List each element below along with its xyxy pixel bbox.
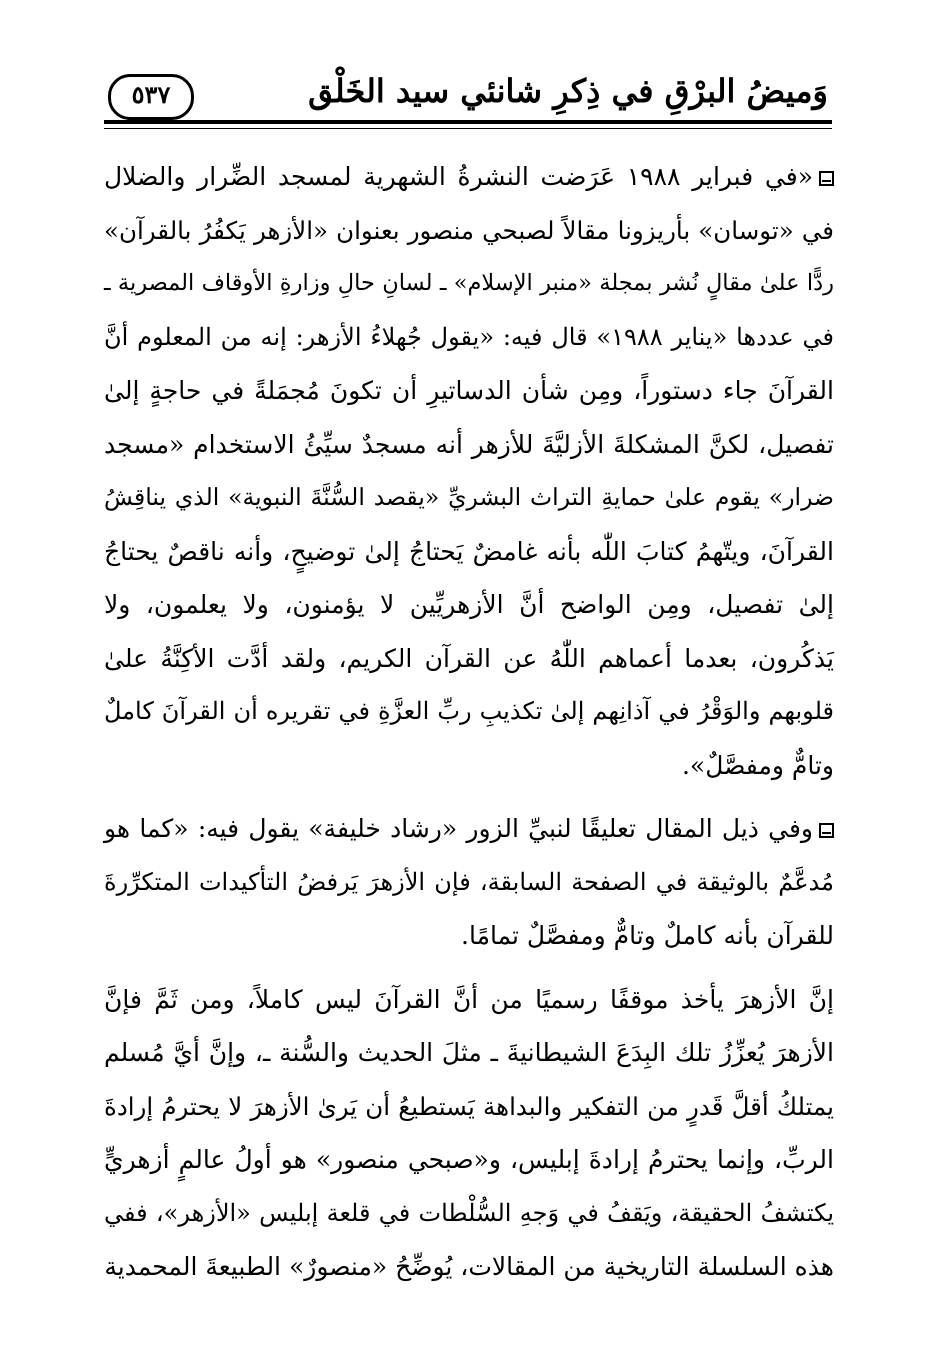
text-line	[104, 204, 834, 258]
text-line	[104, 525, 834, 579]
running-title: وَميضُ البرْقِ في ذِكرِ شانئي سيد الخَلْق	[308, 72, 828, 110]
line-text: قلوبهم والوَقْرُ في آذانِهم إلىٰ تكذيبِ ربِّ العزَّةِ في تقريره أن القرآنَ كاملٌ	[104, 697, 834, 725]
text-line	[104, 418, 834, 472]
line-text: وفي ذيل المقال تعليقًا لنبيِّ الزور «رشاد خليفة» يقول فيه: «كما هو	[104, 814, 813, 843]
line-text: ضرار» يقوم علىٰ حمايةِ التراث البشريِّ «يقصد السُّنَّةَ النبوية» الذي يناقِشُ	[104, 483, 834, 511]
line-text: مُدعَّمٌ بالوثيقة في الصفحة السابقة، فإن الأزهرَ يَرفضُ التأكيدات المتكرِّرةَ	[104, 867, 834, 896]
paragraph	[104, 802, 834, 963]
text-line	[104, 973, 834, 1027]
header-rule-thin	[104, 128, 832, 129]
line-text: «في فبراير ١٩٨٨ عَرَضت النشرةُ الشهرية لمسجد الضِّرار والضلال	[104, 162, 813, 191]
line-text: القرآنَ جاء دستوراً، ومِن شأن الدساتيرِ أن تكونَ مُجمَلةً في حاجةٍ إلىٰ	[104, 376, 834, 405]
page-number-badge	[108, 74, 194, 120]
text-line	[104, 632, 834, 686]
line-text: يكتشفُ الحقيقة، ويَقفُ في وَجهِ السُّلْطات في قلعة إبليس «الأزهر»، ففي	[104, 1198, 834, 1227]
line-text: إنَّ الأزهرَ يأخذ موقفًا رسميًا من أنَّ القرآنَ ليس كاملاً، ومن ثَمَّ فإنَّ	[104, 984, 834, 1014]
line-text: هذه السلسلة التاريخية من المقالات، يُوضِّحُ «منصورٌ» الطبيعةَ المحمدية	[104, 1252, 834, 1281]
line-text: في «توسان» بأريزونا مقالاً لصبحي منصور بعنوان «الأزهر يَكفُرُ بالقرآن»	[104, 215, 834, 245]
body-text	[104, 150, 834, 1294]
text-line	[104, 150, 834, 204]
line-text: إلىٰ تفصيل، ومِن الواضح أنَّ الأزهريِّين لا يؤمنون، ولا يعلمون، ولا	[104, 590, 834, 619]
text-line	[104, 364, 834, 418]
paragraph	[104, 150, 834, 792]
line-text: تفصيل، لكنَّ المشكلةَ الأزليَّةَ للأزهر أنه مسجدٌ سيِّئُ الاستخدام «مسجد	[104, 429, 834, 459]
text-line	[104, 856, 834, 910]
text-line	[104, 739, 834, 793]
text-line	[104, 471, 834, 525]
text-line	[104, 1133, 834, 1187]
text-line	[104, 1187, 834, 1241]
text-line	[104, 578, 834, 632]
page-number: ٥٣٧	[131, 80, 171, 109]
line-text: يمتلكُ أقلَّ قَدرٍ من التفكير والبداهة يَستطيعُ أن يَرىٰ الأزهرَ لا يحترمُ إرادةَ	[104, 1091, 834, 1121]
text-line	[104, 909, 834, 963]
header-rule	[104, 120, 832, 124]
line-text: الأزهرَ يُعزِّزُ تلك البِدَعَ الشيطانيةَ ـ مثلَ الحديث والسُّنة ـ، وإنَّ أيَّ مُسلم	[104, 1038, 834, 1067]
paragraph	[104, 973, 834, 1294]
line-text: وتامٌّ ومفصَّلٌ».	[681, 750, 834, 780]
text-line	[104, 1080, 834, 1134]
line-text: للقرآن بأنه كاملٌ وتامٌّ ومفصَّلٌ تمامًا.	[461, 921, 834, 950]
text-line	[104, 311, 834, 365]
line-text: القرآنَ، ويتّهمُ كتابَ اللّٰه بأنه غامضٌ يَحتاجُ إلىٰ توضيحٍ، وأنه ناقصٌ يحتاجُ	[104, 536, 834, 566]
text-line	[104, 1026, 834, 1080]
line-text: يَذكُرون، بعدما أعماهم اللّٰهُ عن القرآن الكريم، ولقد أدَّت الأكِنَّةُ علىٰ	[104, 643, 834, 673]
line-text: الربِّ، وإنما يحترمُ إرادةَ إبليس، و«صبحي منصور» هو أولُ عالمٍ أزهريٍّ	[104, 1145, 834, 1174]
square-bullet-icon	[819, 823, 834, 838]
text-line	[104, 685, 834, 739]
page-header	[104, 62, 832, 134]
text-line	[104, 802, 834, 856]
line-text: في عددها «يناير ١٩٨٨» قال فيه: «يقول جُهلاءُ الأزهر: إنه من المعلوم أنَّ	[104, 322, 834, 351]
square-bullet-icon	[819, 171, 834, 186]
text-line	[104, 257, 834, 311]
text-line	[104, 1240, 834, 1294]
line-text: ردًّا علىٰ مقالٍ نُشر بمجلة «منبر الإسلام» ـ لسانِ حالِ وزارةِ الأوقاف المصرية ـ	[104, 270, 834, 296]
